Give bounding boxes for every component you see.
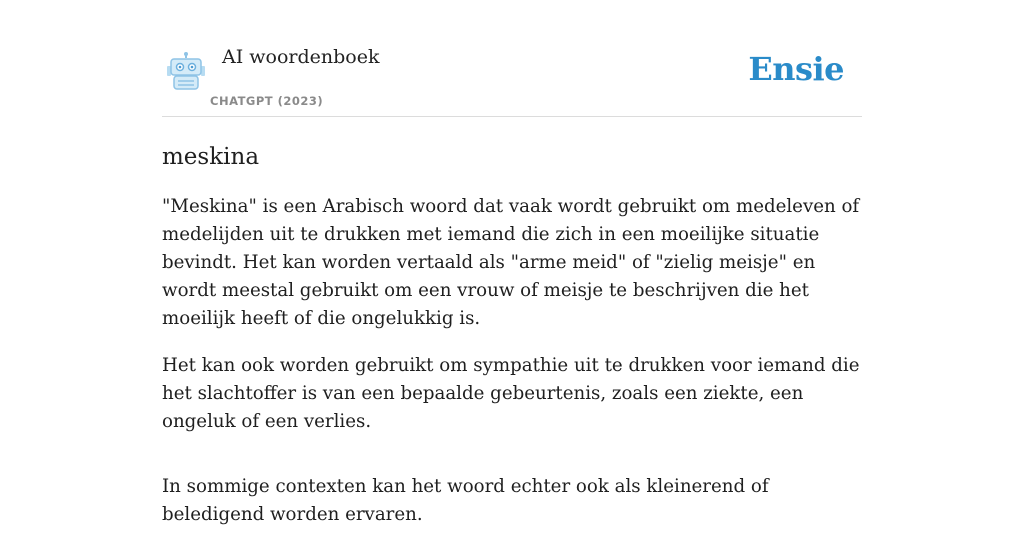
definition-paragraph: Het kan ook worden gebruikt om sympathie uit te drukken voor iemand die het slachtoffer is van een bepaalde gebeurtenis, zoals een ziekte, een ongeluk of een verlies.: [162, 355, 860, 432]
source-subtitle: CHATGPT (2023): [210, 94, 324, 108]
page: [162, 0, 862, 548]
headword: meskina: [162, 144, 260, 170]
robot-icon: [166, 52, 206, 90]
definition: [162, 193, 862, 529]
definition-paragraph: In sommige contexten kan het woord echter ook als kleinerend of beledigend worden ervaren.: [162, 476, 769, 525]
source-name[interactable]: AI woordenboek: [222, 46, 380, 68]
entry-header: [162, 0, 862, 117]
ensie-logo[interactable]: Ensie: [748, 50, 844, 88]
definition-paragraph: "Meskina" is een Arabisch woord dat vaak wordt gebruikt om medeleven of medelijden uit te drukken met iemand die zich in een moeilijke situatie bevindt. Het kan worden vertaald als "arme meid" of "zielig meisje" en wordt meestal gebruikt om een vrouw of meisje te beschrijven die het moeilijk heeft of die ongelukkig is.: [162, 196, 860, 329]
